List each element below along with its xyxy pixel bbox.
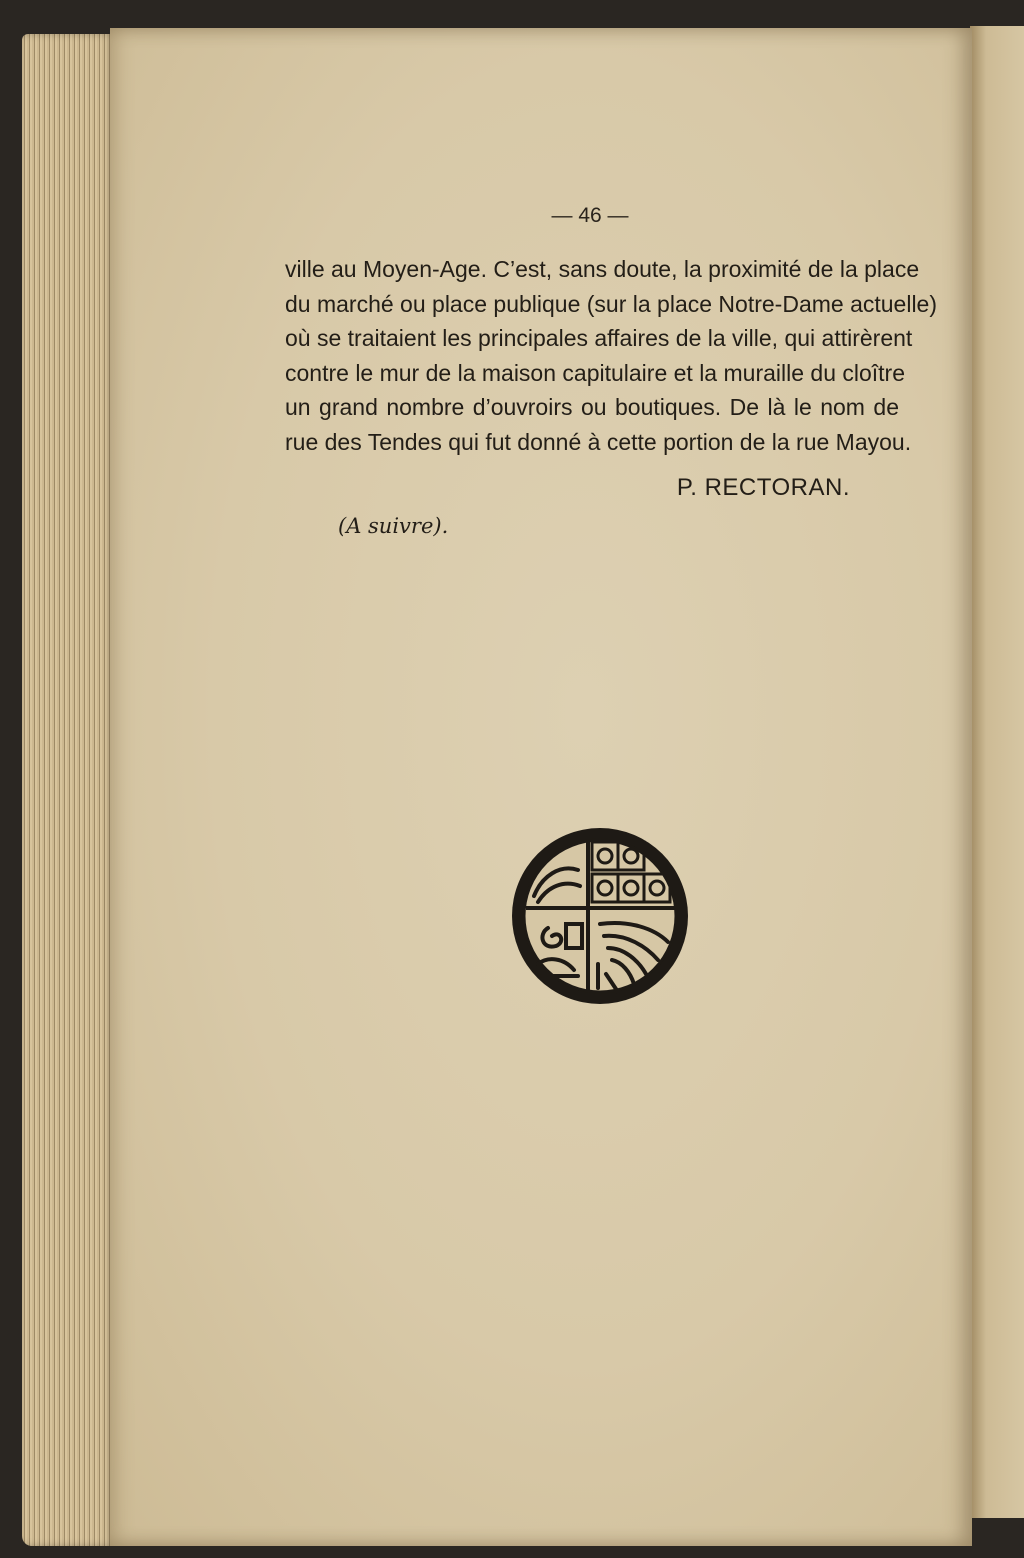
- page-number: — 46 —: [551, 204, 629, 227]
- text-line: du marché ou place publique (sur la place Notre-Dame actuelle): [285, 290, 938, 317]
- text-line: rue des Tendes qui fut donné à cette portion de la rue Mayou.: [285, 428, 912, 455]
- body-paragraph: [285, 252, 938, 459]
- circular-emblem-icon: [508, 824, 692, 1008]
- to-be-continued: (A suivre).: [338, 514, 449, 538]
- text-line: ville au Moyen-Age. C’est, sans doute, la proximité de la place: [285, 256, 920, 282]
- author-signature: P. RECTORAN.: [676, 474, 850, 501]
- text-line: un grand nombre d’ouvroirs ou boutiques. De là le nom de: [285, 394, 899, 420]
- text-line: contre le mur de la maison capitulaire et la muraille du cloître: [285, 359, 906, 386]
- page-edges: [22, 34, 114, 1546]
- facing-page-edge: [970, 26, 1024, 1518]
- text-line: où se traitaient les principales affaires de la ville, qui attirèrent: [285, 325, 913, 351]
